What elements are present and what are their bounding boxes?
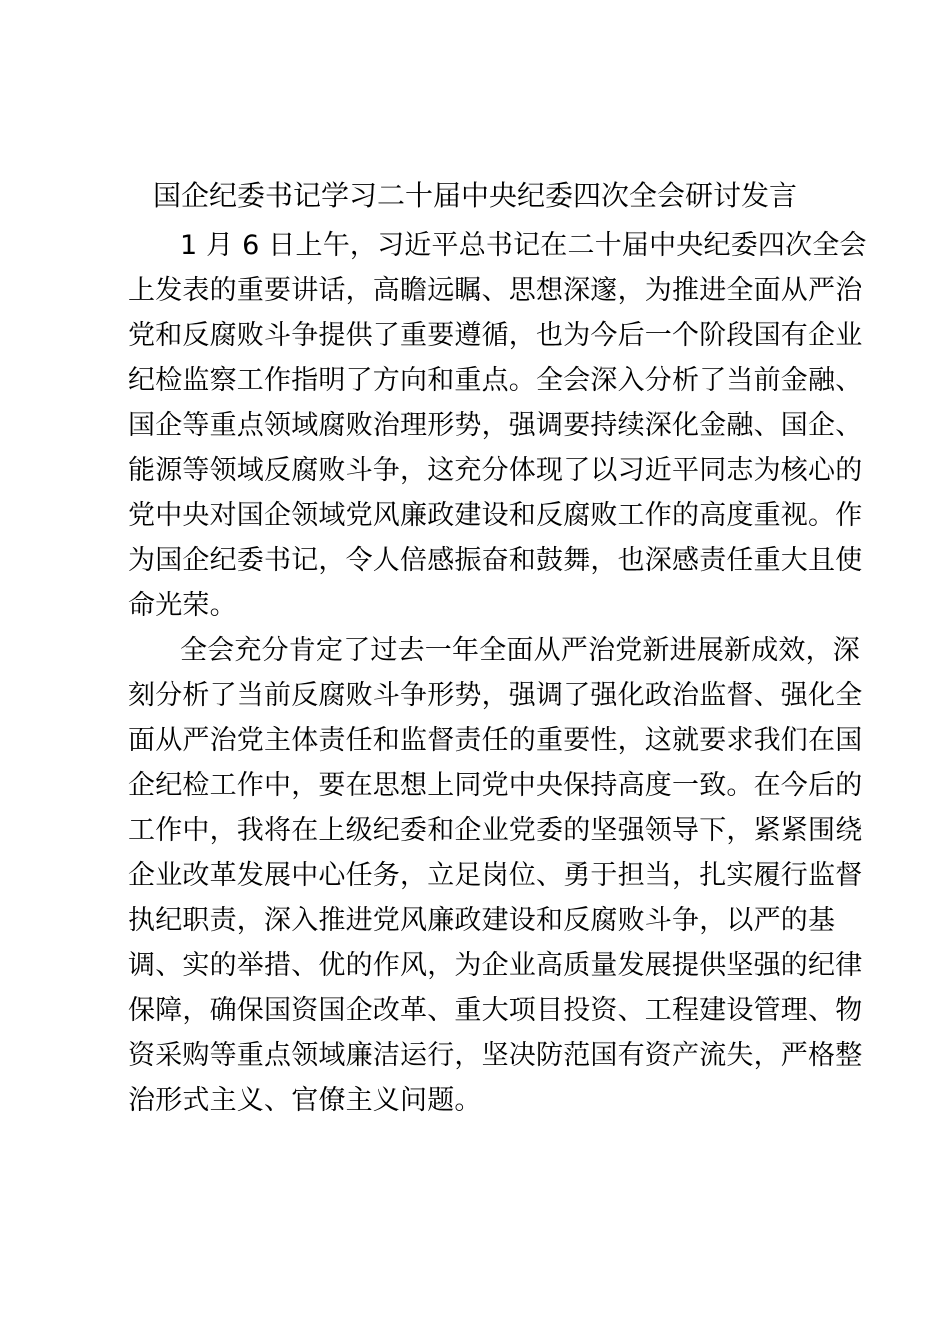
paragraph-2-line-10: 资采购等重点领域廉洁运行，坚决防范国有资产流失，严格整 <box>128 1040 863 1071</box>
paragraph-2-line-3: 面从严治党主体责任和监督责任的重要性，这就要求我们在国 <box>128 725 863 756</box>
paragraph-1-line-5: 国企等重点领域腐败治理形势，强调要持续深化金融、国企、 <box>128 410 863 441</box>
paragraph-1-line-6: 能源等领域反腐败斗争，这充分体现了以习近平同志为核心的 <box>128 455 863 486</box>
paragraph-1-line-7: 党中央对国企领域党风廉政建设和反腐败工作的高度重视。作 <box>128 500 863 531</box>
paragraph-2-line-7: 执纪职责，深入推进党风廉政建设和反腐败斗争，以严的基 <box>128 905 836 936</box>
paragraph-2-line-4: 企纪检工作中，要在思想上同党中央保持高度一致。在今后的 <box>128 770 863 801</box>
paragraph-2-line-11: 治形式主义、官僚主义问题。 <box>128 1085 482 1116</box>
paragraph-2-line-1: 全会充分肯定了过去一年全面从严治党新进展新成效，深 <box>180 635 860 666</box>
paragraph-2-line-8: 调、实的举措、优的作风，为企业高质量发展提供坚强的纪律 <box>128 950 863 981</box>
paragraph-1-line-3: 党和反腐败斗争提供了重要遵循，也为今后一个阶段国有企业 <box>128 320 863 351</box>
paragraph-2-line-5: 工作中，我将在上级纪委和企业党委的坚强领导下，紧紧围绕 <box>128 815 863 846</box>
paragraph-1-line-2: 上发表的重要讲话，高瞻远瞩、思想深邃，为推进全面从严治 <box>128 275 863 306</box>
paragraph-2-line-2: 刻分析了当前反腐败斗争形势，强调了强化政治监督、强化全 <box>128 680 863 711</box>
paragraph-1-line-4: 纪检监察工作指明了方向和重点。全会深入分析了当前金融、 <box>128 365 863 396</box>
paragraph-1-line-1: 1 月 6 日上午，习近平总书记在二十届中央纪委四次全会 <box>180 230 867 261</box>
paragraph-2-line-6: 企业改革发展中心任务，立足岗位、勇于担当，扎实履行监督 <box>128 860 863 891</box>
paragraph-1-line-9: 命光荣。 <box>128 590 237 621</box>
paragraph-1-line-8: 为国企纪委书记，令人倍感振奋和鼓舞，也深感责任重大且使 <box>128 545 863 576</box>
paragraph-2-line-9: 保障，确保国资国企改革、重大项目投资、工程建设管理、物 <box>128 995 863 1026</box>
document-title: 国企纪委书记学习二十届中央纪委四次全会研讨发言 <box>152 179 797 212</box>
